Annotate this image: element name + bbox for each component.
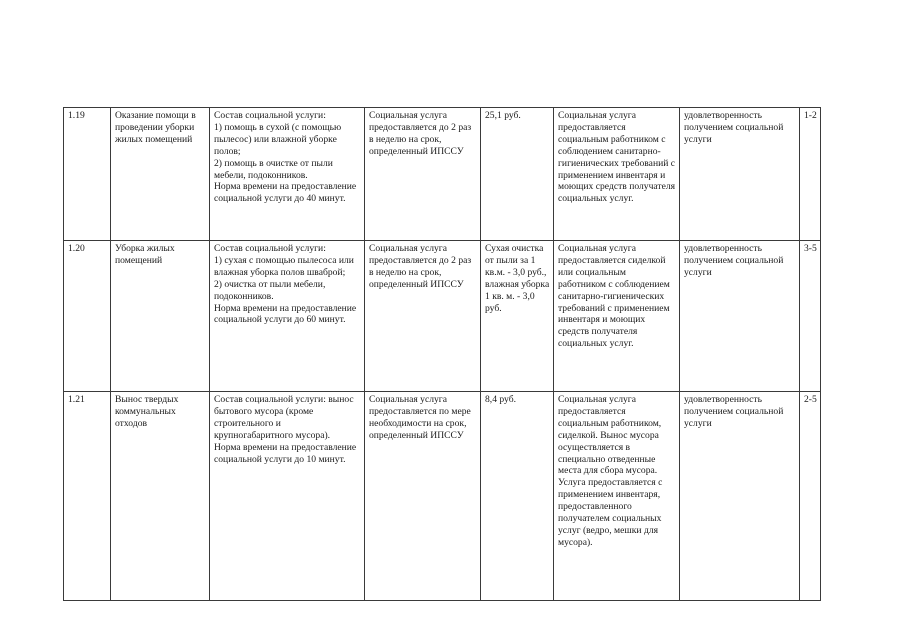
service-number-cell: 1.20 (64, 241, 111, 392)
service-grade-cell: 2-5 (800, 392, 821, 601)
table-row (64, 392, 821, 601)
table-row (64, 241, 821, 392)
service-conditions-cell: Социальная услуга предоставляется социальным работником с соблюдением санитарно-гигиенических требований с применением инвентаря и моющих средств получателя социальных услуг. (554, 108, 680, 241)
service-name-cell: Вынос твердых коммунальных отходов (111, 392, 210, 601)
service-content-cell: Состав социальной услуги: 1) сухая с помощью пылесоса или влажная уборка полов шваброй; 2) очистка от пыли мебели, подоконников. Норма времени на предоставление социальной услуги до 60 минут. (210, 241, 365, 392)
service-price-cell: Сухая очистка от пыли за 1 кв.м. - 3,0 руб., влажная уборка 1 кв. м. - 3,0 руб. (481, 241, 554, 392)
service-quality-cell: удовлетворенность получением социальной услуги (680, 108, 800, 241)
service-terms-cell: Социальная услуга предоставляется до 2 раз в неделю на срок, определенный ИПССУ (365, 241, 481, 392)
service-quality-cell: удовлетворенность получением социальной услуги (680, 392, 800, 601)
service-quality-cell: удовлетворенность получением социальной услуги (680, 241, 800, 392)
service-number-cell: 1.21 (64, 392, 111, 601)
service-grade-cell: 1-2 (800, 108, 821, 241)
social-services-table (63, 107, 821, 601)
service-price-cell: 8,4 руб. (481, 392, 554, 601)
service-grade-cell: 3-5 (800, 241, 821, 392)
service-number-cell: 1.19 (64, 108, 111, 241)
service-conditions-cell: Социальная услуга предоставляется сиделкой или социальным работником с соблюдением санитарно-гигиенических требований с применением инвентаря и моющих средств получателя социальных услуг. (554, 241, 680, 392)
service-name-cell: Уборка жилых помещений (111, 241, 210, 392)
service-name-cell: Оказание помощи в проведении уборки жилых помещений (111, 108, 210, 241)
service-content-cell: Состав социальной услуги: вынос бытового мусора (кроме строительного и крупногабаритного мусора). Норма времени на предоставление социальной услуги до 10 минут. (210, 392, 365, 601)
service-terms-cell: Социальная услуга предоставляется по мере необходимости на срок, определенный ИПССУ (365, 392, 481, 601)
service-content-cell: Состав социальной услуги: 1) помощь в сухой (с помощью пылесос) или влажной уборке полов; 2) помощь в очистке от пыли мебели, подоконников. Норма времени на предоставление социальной услуги до 40 минут. (210, 108, 365, 241)
table-row (64, 108, 821, 241)
service-conditions-cell: Социальная услуга предоставляется социальным работником, сиделкой. Вынос мусора осуществляется в специально отведенные места для сбора мусора. Услуга предоставляется с применением инвентаря, предоставленного получателем социальных услуг (ведро, мешки для мусора). (554, 392, 680, 601)
service-price-cell: 25,1 руб. (481, 108, 554, 241)
service-terms-cell: Социальная услуга предоставляется до 2 раз в неделю на срок, определенный ИПССУ (365, 108, 481, 241)
